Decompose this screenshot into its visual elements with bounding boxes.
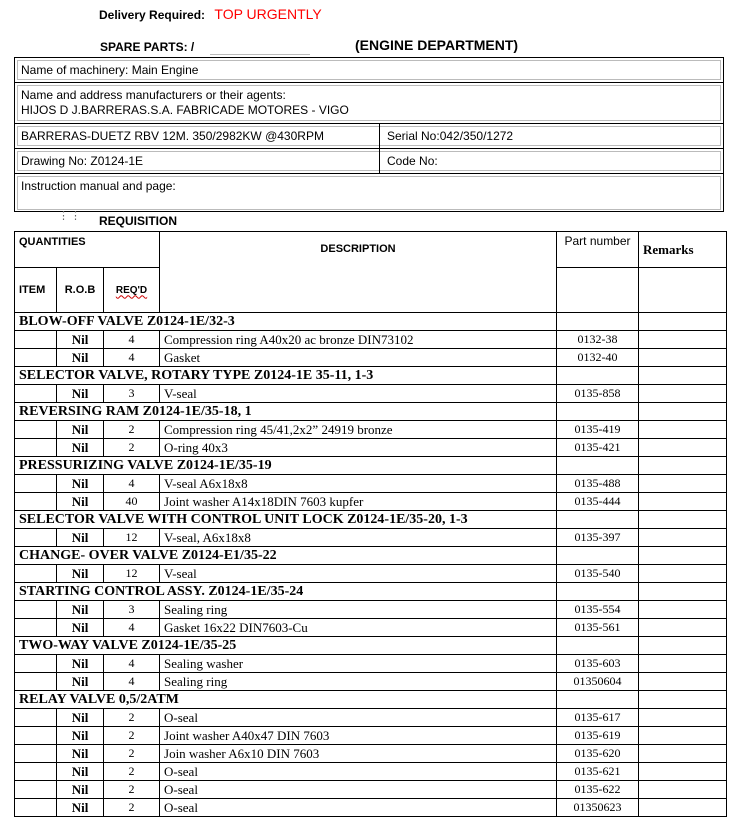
section-remarks-cell (639, 367, 727, 385)
section-title: SELECTOR VALVE, ROTARY TYPE Z0124-1E 35-11, 1-3 (15, 367, 557, 385)
department-title: (ENGINE DEPARTMENT) (355, 37, 519, 53)
description-cell: Compression ring 45/41,2x2” 24919 bronze (160, 421, 557, 439)
section-row (15, 403, 727, 421)
reqd-cell: 40 (104, 493, 160, 511)
item-cell (15, 349, 57, 367)
item-cell (15, 385, 57, 403)
reqd-cell: 2 (104, 439, 160, 457)
requisition-body (15, 313, 727, 817)
part-number-cell: 0135-620 (557, 745, 639, 763)
remarks-cell (639, 655, 727, 673)
item-cell (15, 745, 57, 763)
item-cell (15, 439, 57, 457)
table-row (15, 385, 727, 403)
reqd-cell: 2 (104, 763, 160, 781)
part-number-cell: 01350604 (557, 673, 639, 691)
item-cell (15, 727, 57, 745)
section-part-cell (557, 583, 639, 601)
table-row (15, 331, 727, 349)
manufacturer-row (15, 83, 723, 124)
remarks-header: Remarks (639, 232, 727, 268)
item-cell (15, 655, 57, 673)
part-number-cell: 0135-419 (557, 421, 639, 439)
section-part-cell (557, 547, 639, 565)
delivery-label: Delivery Required: TOP URGENTLY (99, 6, 322, 22)
table-row (15, 601, 727, 619)
rob-header: R.O.B (57, 268, 104, 313)
description-cell: O-seal (160, 781, 557, 799)
model-row (15, 124, 723, 149)
item-cell (15, 763, 57, 781)
table-row (15, 799, 727, 817)
section-remarks-cell (639, 547, 727, 565)
description-cell: V-seal (160, 385, 557, 403)
table-row (15, 565, 727, 583)
description-cell: V-seal, A6x18x8 (160, 529, 557, 547)
rob-cell: Nil (57, 331, 104, 349)
rob-cell: Nil (57, 709, 104, 727)
reqd-cell: 4 (104, 655, 160, 673)
drawing-number: Drawing No: Z0124-1E (21, 154, 144, 168)
reqd-cell: 4 (104, 619, 160, 637)
table-row (15, 727, 727, 745)
part-number-cell: 0135-561 (557, 619, 639, 637)
reqd-cell: 4 (104, 349, 160, 367)
section-row (15, 637, 727, 655)
remarks-cell (639, 385, 727, 403)
remarks-cell (639, 493, 727, 511)
machinery-name: Name of machinery: Main Engine (21, 63, 199, 77)
reqd-cell: 2 (104, 781, 160, 799)
item-cell (15, 601, 57, 619)
manufacturer-label: Name and address manufacturers or their agents: (21, 88, 286, 102)
code-number: Code No: (387, 154, 438, 168)
machinery-info-box (14, 57, 724, 212)
rob-cell: Nil (57, 475, 104, 493)
remarks-cell (639, 565, 727, 583)
section-remarks-cell (639, 583, 727, 601)
table-row (15, 439, 727, 457)
remarks-cell (639, 529, 727, 547)
remarks-cell (639, 601, 727, 619)
table-row (15, 655, 727, 673)
section-title: SELECTOR VALVE WITH CONTROL UNIT LOCK Z0124-1E/35-20, 1-3 (15, 511, 557, 529)
item-cell (15, 709, 57, 727)
part-number-cell: 01350623 (557, 799, 639, 817)
section-title: PRESSURIZING VALVE Z0124-1E/35-19 (15, 457, 557, 475)
remarks-cell (639, 781, 727, 799)
description-header: DESCRIPTION (160, 232, 557, 313)
section-remarks-cell (639, 691, 727, 709)
description-cell: Joint washer A14x18DIN 7603 kupfer (160, 493, 557, 511)
part-number-cell: 0135-554 (557, 601, 639, 619)
remarks-subheader (639, 268, 727, 313)
section-remarks-cell (639, 403, 727, 421)
section-title: STARTING CONTROL ASSY. Z0124-1E/35-24 (15, 583, 557, 601)
section-remarks-cell (639, 511, 727, 529)
part-number-subheader (557, 268, 639, 313)
section-row (15, 583, 727, 601)
remarks-cell (639, 331, 727, 349)
part-number-cell: 0135-397 (557, 529, 639, 547)
table-row (15, 619, 727, 637)
item-cell (15, 493, 57, 511)
remarks-cell (639, 799, 727, 817)
section-title: BLOW-OFF VALVE Z0124-1E/32-3 (15, 313, 557, 331)
reqd-cell: 2 (104, 799, 160, 817)
description-cell: Joint washer A40x47 DIN 7603 (160, 727, 557, 745)
description-cell: Compression ring A40x20 ac bronze DIN73102 (160, 331, 557, 349)
item-cell (15, 673, 57, 691)
section-title: REVERSING RAM Z0124-1E/35-18, 1 (15, 403, 557, 421)
reqd-cell: 3 (104, 601, 160, 619)
section-title: TWO-WAY VALVE Z0124-1E/35-25 (15, 637, 557, 655)
rob-cell: Nil (57, 493, 104, 511)
remarks-cell (639, 421, 727, 439)
rob-cell: Nil (57, 601, 104, 619)
rob-cell: Nil (57, 619, 104, 637)
reqd-header: REQ'D (104, 268, 160, 313)
requisition-table (14, 231, 727, 817)
section-part-cell (557, 511, 639, 529)
part-number-cell: 0135-858 (557, 385, 639, 403)
instruction-manual: Instruction manual and page: (21, 179, 176, 193)
remarks-cell (639, 475, 727, 493)
rob-cell: Nil (57, 655, 104, 673)
rob-cell: Nil (57, 673, 104, 691)
serial-number: Serial No:042/350/1272 (387, 129, 514, 143)
part-number-cell: 0135-603 (557, 655, 639, 673)
description-cell: Join washer A6x10 DIN 7603 (160, 745, 557, 763)
description-cell: Sealing ring (160, 673, 557, 691)
section-part-cell (557, 637, 639, 655)
section-row (15, 547, 727, 565)
table-row (15, 673, 727, 691)
rob-cell: Nil (57, 385, 104, 403)
table-row (15, 529, 727, 547)
reqd-cell: 2 (104, 727, 160, 745)
part-number-cell: 0135-622 (557, 781, 639, 799)
section-row (15, 367, 727, 385)
remarks-cell (639, 727, 727, 745)
engine-model: BARRERAS-DUETZ RBV 12M. 350/2982KW @430RPM (21, 129, 324, 143)
section-part-cell (557, 691, 639, 709)
reqd-cell: 12 (104, 565, 160, 583)
description-cell: O-ring 40x3 (160, 439, 557, 457)
section-title: RELAY VALVE 0,5/2ATM (15, 691, 557, 709)
reqd-cell: 3 (104, 385, 160, 403)
part-number-cell: 0135-444 (557, 493, 639, 511)
remarks-cell (639, 439, 727, 457)
table-row (15, 493, 727, 511)
description-cell: O-seal (160, 709, 557, 727)
table-row (15, 475, 727, 493)
rob-cell: Nil (57, 529, 104, 547)
manufacturer-value: HIJOS D J.BARRERAS.S.A. FABRICADE MOTORES - VIGO (21, 103, 349, 117)
reqd-cell: 4 (104, 331, 160, 349)
item-cell (15, 421, 57, 439)
reqd-cell: 4 (104, 673, 160, 691)
remarks-cell (639, 745, 727, 763)
item-header: ITEM (15, 268, 57, 313)
remarks-cell (639, 673, 727, 691)
remarks-cell (639, 619, 727, 637)
rob-cell: Nil (57, 727, 104, 745)
item-cell (15, 781, 57, 799)
reqd-cell: 2 (104, 745, 160, 763)
table-row (15, 349, 727, 367)
section-row (15, 457, 727, 475)
section-part-cell (557, 403, 639, 421)
reqd-cell: 4 (104, 475, 160, 493)
table-row (15, 763, 727, 781)
rob-cell: Nil (57, 565, 104, 583)
requisition-label: REQUISITION (99, 214, 178, 228)
machinery-row (15, 58, 723, 83)
part-number-cell: 0132-38 (557, 331, 639, 349)
item-cell (15, 475, 57, 493)
description-cell: Sealing ring (160, 601, 557, 619)
table-row (15, 709, 727, 727)
description-cell: Sealing washer (160, 655, 557, 673)
remarks-cell (639, 763, 727, 781)
rob-cell: Nil (57, 349, 104, 367)
drawing-row (15, 149, 723, 174)
table-row (15, 745, 727, 763)
item-cell (15, 799, 57, 817)
rob-cell: Nil (57, 745, 104, 763)
rob-cell: Nil (57, 763, 104, 781)
description-cell: V-seal (160, 565, 557, 583)
remarks-cell (639, 349, 727, 367)
section-part-cell (557, 313, 639, 331)
part-number-header: Part number (557, 232, 639, 268)
reqd-cell: 2 (104, 421, 160, 439)
description-cell: Gasket 16x22 DIN7603-Cu (160, 619, 557, 637)
part-number-cell: 0135-421 (557, 439, 639, 457)
section-part-cell (557, 367, 639, 385)
manual-row (15, 174, 723, 212)
table-row (15, 781, 727, 799)
part-number-cell: 0135-619 (557, 727, 639, 745)
part-number-cell: 0135-621 (557, 763, 639, 781)
spare-parts-underline (210, 54, 310, 55)
description-cell: Gasket (160, 349, 557, 367)
part-number-cell: 0135-617 (557, 709, 639, 727)
quantities-header: QUANTITIES (15, 232, 160, 268)
part-number-cell: 0135-540 (557, 565, 639, 583)
rob-cell: Nil (57, 421, 104, 439)
section-remarks-cell (639, 313, 727, 331)
reqd-cell: 12 (104, 529, 160, 547)
item-cell (15, 529, 57, 547)
section-part-cell (557, 457, 639, 475)
remarks-cell (639, 709, 727, 727)
item-cell (15, 619, 57, 637)
rob-cell: Nil (57, 439, 104, 457)
item-cell (15, 565, 57, 583)
item-cell (15, 331, 57, 349)
section-row (15, 313, 727, 331)
description-cell: V-seal A6x18x8 (160, 475, 557, 493)
description-cell: O-seal (160, 763, 557, 781)
rob-cell: Nil (57, 799, 104, 817)
part-number-cell: 0132-40 (557, 349, 639, 367)
section-row (15, 511, 727, 529)
delivery-value: TOP URGENTLY (214, 6, 322, 22)
description-cell: O-seal (160, 799, 557, 817)
table-move-handle-icon[interactable]: ⋮⋮ (58, 210, 82, 222)
part-number-cell: 0135-488 (557, 475, 639, 493)
section-row (15, 691, 727, 709)
reqd-cell: 2 (104, 709, 160, 727)
table-row (15, 421, 727, 439)
section-remarks-cell (639, 457, 727, 475)
section-remarks-cell (639, 637, 727, 655)
spare-parts-label: SPARE PARTS: / (100, 40, 195, 54)
rob-cell: Nil (57, 781, 104, 799)
section-title: CHANGE- OVER VALVE Z0124-E1/35-22 (15, 547, 557, 565)
